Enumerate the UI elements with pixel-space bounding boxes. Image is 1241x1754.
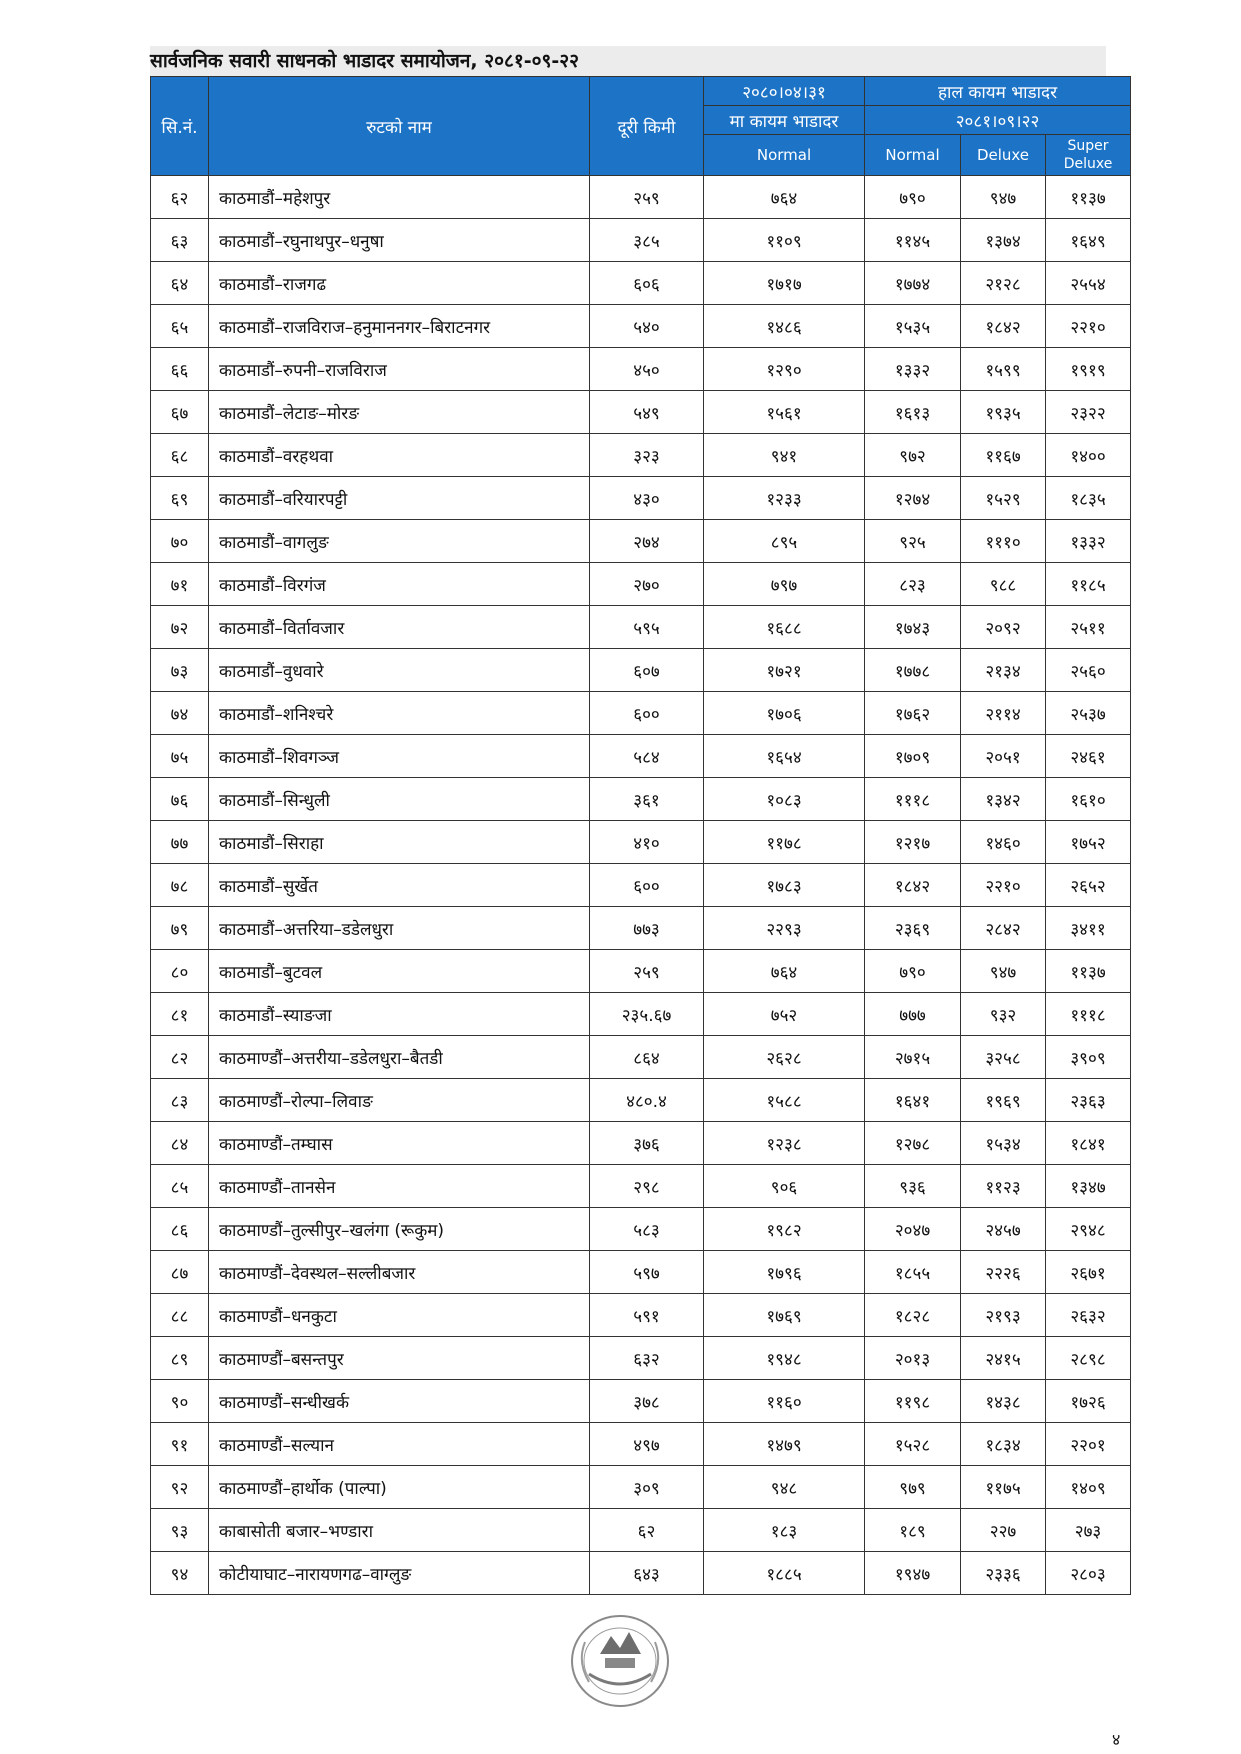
- row-super-deluxe-rate: ११८५: [1046, 563, 1131, 606]
- row-sn: ६६: [151, 348, 209, 391]
- row-normal-rate: ११९८: [865, 1380, 961, 1423]
- row-old-normal-rate: १७६९: [704, 1294, 865, 1337]
- row-distance: ३७८: [590, 1380, 704, 1423]
- row-super-deluxe-rate: १४००: [1046, 434, 1131, 477]
- row-deluxe-rate: २४१५: [961, 1337, 1046, 1380]
- row-distance: २५९: [590, 176, 704, 219]
- row-super-deluxe-rate: २३२२: [1046, 391, 1131, 434]
- row-normal-rate: १२१७: [865, 821, 961, 864]
- row-sn: ८५: [151, 1165, 209, 1208]
- header-super-deluxe: Super Deluxe: [1046, 135, 1131, 176]
- row-old-normal-rate: १८८५: [704, 1552, 865, 1595]
- table-row: [151, 778, 1131, 821]
- table-row: [151, 1165, 1131, 1208]
- row-super-deluxe-rate: २८९८: [1046, 1337, 1131, 1380]
- row-deluxe-rate: ११२३: [961, 1165, 1046, 1208]
- table-row: [151, 1423, 1131, 1466]
- header-route: रुटको नाम: [209, 77, 590, 176]
- row-distance: ५९५: [590, 606, 704, 649]
- row-normal-rate: २०४७: [865, 1208, 961, 1251]
- row-deluxe-rate: ३२५८: [961, 1036, 1046, 1079]
- table-row: [151, 1552, 1131, 1595]
- row-sn: ८१: [151, 993, 209, 1036]
- row-route: काठमाडौं–महेशपुर: [209, 176, 590, 219]
- row-old-normal-rate: १२३३: [704, 477, 865, 520]
- row-old-normal-rate: ८९५: [704, 520, 865, 563]
- row-super-deluxe-rate: १६४९: [1046, 219, 1131, 262]
- row-normal-rate: ९३६: [865, 1165, 961, 1208]
- row-deluxe-rate: २२१०: [961, 864, 1046, 907]
- row-old-normal-rate: १७९६: [704, 1251, 865, 1294]
- row-normal-rate: १८९: [865, 1509, 961, 1552]
- table-row: [151, 1251, 1131, 1294]
- page-number: ४: [1112, 1730, 1121, 1749]
- row-route: काठमाडौं–रघुनाथपुर–धनुषा: [209, 219, 590, 262]
- row-sn: ७४: [151, 692, 209, 735]
- row-old-normal-rate: १९४८: [704, 1337, 865, 1380]
- row-normal-rate: ११४५: [865, 219, 961, 262]
- row-distance: ३२३: [590, 434, 704, 477]
- row-route: काठमाडौं–स्याङजा: [209, 993, 590, 1036]
- row-sn: ६५: [151, 305, 209, 348]
- table-row: [151, 907, 1131, 950]
- row-normal-rate: १२७४: [865, 477, 961, 520]
- row-distance: ४८०.४: [590, 1079, 704, 1122]
- table-row: [151, 391, 1131, 434]
- row-route: काठमाडौं–वागलुङ: [209, 520, 590, 563]
- header-deluxe: Deluxe: [961, 135, 1046, 176]
- row-distance: ३७६: [590, 1122, 704, 1165]
- row-normal-rate: ७९०: [865, 176, 961, 219]
- row-normal-rate: ८२३: [865, 563, 961, 606]
- row-deluxe-rate: १९६९: [961, 1079, 1046, 1122]
- row-deluxe-rate: २०९२: [961, 606, 1046, 649]
- row-distance: २७०: [590, 563, 704, 606]
- row-deluxe-rate: १४३८: [961, 1380, 1046, 1423]
- row-route: काठमाडौं–अत्तरिया–डडेलधुरा: [209, 907, 590, 950]
- row-super-deluxe-rate: २४६१: [1046, 735, 1131, 778]
- fare-table: [150, 76, 1131, 1595]
- header-sn: सि.नं.: [151, 77, 209, 176]
- row-old-normal-rate: ११०९: [704, 219, 865, 262]
- row-distance: ३६१: [590, 778, 704, 821]
- row-normal-rate: १८४२: [865, 864, 961, 907]
- row-route: काठमाडौं–राजविराज–हनुमाननगर–बिराटनगर: [209, 305, 590, 348]
- row-route: काठमाडौं–सुर्खेत: [209, 864, 590, 907]
- row-old-normal-rate: १७०६: [704, 692, 865, 735]
- row-sn: ६४: [151, 262, 209, 305]
- table-row: [151, 1122, 1131, 1165]
- row-sn: ८३: [151, 1079, 209, 1122]
- table-row: [151, 821, 1131, 864]
- row-distance: ६०७: [590, 649, 704, 692]
- row-sn: ८०: [151, 950, 209, 993]
- row-sn: ७७: [151, 821, 209, 864]
- row-super-deluxe-rate: ३४११: [1046, 907, 1131, 950]
- row-deluxe-rate: ९३२: [961, 993, 1046, 1036]
- row-deluxe-rate: २०५१: [961, 735, 1046, 778]
- row-super-deluxe-rate: २६३२: [1046, 1294, 1131, 1337]
- row-super-deluxe-rate: १३४७: [1046, 1165, 1131, 1208]
- row-old-normal-rate: १५६१: [704, 391, 865, 434]
- row-super-deluxe-rate: १४०९: [1046, 1466, 1131, 1509]
- row-normal-rate: १९४७: [865, 1552, 961, 1595]
- row-normal-rate: १७६२: [865, 692, 961, 735]
- row-old-normal-rate: ११७८: [704, 821, 865, 864]
- row-deluxe-rate: २२२६: [961, 1251, 1046, 1294]
- row-distance: २३५.६७: [590, 993, 704, 1036]
- row-distance: ६०६: [590, 262, 704, 305]
- row-super-deluxe-rate: २७३: [1046, 1509, 1131, 1552]
- row-distance: ५४०: [590, 305, 704, 348]
- table-row: [151, 950, 1131, 993]
- row-sn: ६९: [151, 477, 209, 520]
- row-sn: ६२: [151, 176, 209, 219]
- row-sn: ८९: [151, 1337, 209, 1380]
- row-old-normal-rate: १९८२: [704, 1208, 865, 1251]
- row-deluxe-rate: १८३४: [961, 1423, 1046, 1466]
- row-old-normal-rate: १०८३: [704, 778, 865, 821]
- row-old-normal-rate: १८३: [704, 1509, 865, 1552]
- row-old-normal-rate: १४७९: [704, 1423, 865, 1466]
- row-old-normal-rate: ११६०: [704, 1380, 865, 1423]
- row-route: काठमाडौं–रुपनी–राजविराज: [209, 348, 590, 391]
- row-old-normal-rate: १२९०: [704, 348, 865, 391]
- row-super-deluxe-rate: २६५२: [1046, 864, 1131, 907]
- table-row: [151, 305, 1131, 348]
- row-old-normal-rate: १५८८: [704, 1079, 865, 1122]
- row-route: काठमाण्डौं–सन्धीखर्क: [209, 1380, 590, 1423]
- header-old-rate-date: २०८०।०४।३१: [704, 77, 865, 106]
- row-route: कोटीयाघाट–नारायणगढ–वाग्लुङ: [209, 1552, 590, 1595]
- row-super-deluxe-rate: २५३७: [1046, 692, 1131, 735]
- row-super-deluxe-rate: १७५२: [1046, 821, 1131, 864]
- table-row: [151, 477, 1131, 520]
- table-row: [151, 262, 1131, 305]
- row-deluxe-rate: ९४७: [961, 950, 1046, 993]
- row-sn: ९०: [151, 1380, 209, 1423]
- table-row: [151, 606, 1131, 649]
- row-super-deluxe-rate: २५५४: [1046, 262, 1131, 305]
- table-row: [151, 1036, 1131, 1079]
- row-distance: ६००: [590, 864, 704, 907]
- row-normal-rate: १५२८: [865, 1423, 961, 1466]
- table-row: [151, 864, 1131, 907]
- row-deluxe-rate: १५२९: [961, 477, 1046, 520]
- row-distance: ४५०: [590, 348, 704, 391]
- row-distance: ७७३: [590, 907, 704, 950]
- row-route: काठमाण्डौं–तुल्सीपुर–खलंगा (रूकुम): [209, 1208, 590, 1251]
- header-current-rate-date: २०८१।०९।२२: [865, 106, 1131, 135]
- table-row: [151, 1208, 1131, 1251]
- row-normal-rate: १६१३: [865, 391, 961, 434]
- row-route: काठमाडौं–वुधवारे: [209, 649, 590, 692]
- table-row: [151, 348, 1131, 391]
- row-distance: ६२: [590, 1509, 704, 1552]
- header-row-1: [151, 77, 1131, 106]
- row-sn: ७०: [151, 520, 209, 563]
- row-deluxe-rate: २११४: [961, 692, 1046, 735]
- row-sn: ७८: [151, 864, 209, 907]
- row-sn: ७२: [151, 606, 209, 649]
- row-route: काठमाण्डौं–धनकुटा: [209, 1294, 590, 1337]
- row-old-normal-rate: १२३८: [704, 1122, 865, 1165]
- row-normal-rate: १३३२: [865, 348, 961, 391]
- row-distance: ५८३: [590, 1208, 704, 1251]
- row-route: काठमाण्डौं–सल्यान: [209, 1423, 590, 1466]
- row-old-normal-rate: २२९३: [704, 907, 865, 950]
- row-super-deluxe-rate: २५६०: [1046, 649, 1131, 692]
- row-super-deluxe-rate: २५११: [1046, 606, 1131, 649]
- row-sn: ८८: [151, 1294, 209, 1337]
- row-sn: ८६: [151, 1208, 209, 1251]
- row-sn: ९४: [151, 1552, 209, 1595]
- row-distance: ४९७: [590, 1423, 704, 1466]
- row-super-deluxe-rate: २२०१: [1046, 1423, 1131, 1466]
- table-row: [151, 1466, 1131, 1509]
- row-distance: ५८४: [590, 735, 704, 778]
- table-row: [151, 219, 1131, 262]
- table-row: [151, 1509, 1131, 1552]
- row-distance: ५४९: [590, 391, 704, 434]
- row-distance: ४३०: [590, 477, 704, 520]
- row-deluxe-rate: १११०: [961, 520, 1046, 563]
- row-sn: ९२: [151, 1466, 209, 1509]
- row-normal-rate: ९७२: [865, 434, 961, 477]
- table-row: [151, 563, 1131, 606]
- row-sn: ८४: [151, 1122, 209, 1165]
- row-deluxe-rate: १५३४: [961, 1122, 1046, 1165]
- row-normal-rate: १११८: [865, 778, 961, 821]
- row-distance: ५९१: [590, 1294, 704, 1337]
- header-normal: Normal: [865, 135, 961, 176]
- row-deluxe-rate: ११६७: [961, 434, 1046, 477]
- row-normal-rate: ७९०: [865, 950, 961, 993]
- row-distance: ३८५: [590, 219, 704, 262]
- row-old-normal-rate: १७१७: [704, 262, 865, 305]
- row-route: काठमाण्डौं–बसन्तपुर: [209, 1337, 590, 1380]
- row-route: काठमाडौं–शिवगञ्ज: [209, 735, 590, 778]
- row-old-normal-rate: ९४८: [704, 1466, 865, 1509]
- row-route: काठमाडौं–विरगंज: [209, 563, 590, 606]
- fare-table-body: [151, 176, 1131, 1595]
- document-title: सार्वजनिक सवारी साधनको भाडादर समायोजन, २०८१-०९-२२: [150, 50, 580, 72]
- row-deluxe-rate: ११७५: [961, 1466, 1046, 1509]
- row-route: काठमाडौं–लेटाङ–मोरङ: [209, 391, 590, 434]
- row-route: काठमाण्डौं–हार्थोक (पाल्पा): [209, 1466, 590, 1509]
- row-distance: ६३२: [590, 1337, 704, 1380]
- row-route: काठमाण्डौं–देवस्थल–सल्लीबजार: [209, 1251, 590, 1294]
- row-old-normal-rate: १७८३: [704, 864, 865, 907]
- row-old-normal-rate: ७६४: [704, 950, 865, 993]
- row-old-normal-rate: ७६४: [704, 176, 865, 219]
- row-normal-rate: १२७८: [865, 1122, 961, 1165]
- row-route: काठमाण्डौं–रोल्पा–लिवाङ: [209, 1079, 590, 1122]
- row-normal-rate: १७४३: [865, 606, 961, 649]
- row-super-deluxe-rate: १९१९: [1046, 348, 1131, 391]
- row-route: काठमाडौं–शनिश्चरे: [209, 692, 590, 735]
- row-sn: ६८: [151, 434, 209, 477]
- row-super-deluxe-rate: १३३२: [1046, 520, 1131, 563]
- row-old-normal-rate: २६२८: [704, 1036, 865, 1079]
- row-normal-rate: १५३५: [865, 305, 961, 348]
- row-deluxe-rate: २१२८: [961, 262, 1046, 305]
- row-super-deluxe-rate: २९४८: [1046, 1208, 1131, 1251]
- row-deluxe-rate: २३३६: [961, 1552, 1046, 1595]
- row-old-normal-rate: ७९७: [704, 563, 865, 606]
- row-distance: ३०९: [590, 1466, 704, 1509]
- government-seal-icon: [567, 1612, 673, 1710]
- row-route: काबासोती बजार–भण्डारा: [209, 1509, 590, 1552]
- row-distance: २५९: [590, 950, 704, 993]
- row-deluxe-rate: २८४२: [961, 907, 1046, 950]
- table-row: [151, 993, 1131, 1036]
- row-sn: ७६: [151, 778, 209, 821]
- row-super-deluxe-rate: १७२६: [1046, 1380, 1131, 1423]
- header-distance: दूरी किमी: [590, 77, 704, 176]
- row-deluxe-rate: १५९९: [961, 348, 1046, 391]
- row-old-normal-rate: १७२१: [704, 649, 865, 692]
- row-super-deluxe-rate: २२१०: [1046, 305, 1131, 348]
- row-super-deluxe-rate: १८३५: [1046, 477, 1131, 520]
- row-route: काठमाण्डौं–अत्तरीया–डडेलधुरा–बैतडी: [209, 1036, 590, 1079]
- row-normal-rate: १६४१: [865, 1079, 961, 1122]
- row-route: काठमाडौं–वरियारपट्टी: [209, 477, 590, 520]
- table-row: [151, 434, 1131, 477]
- row-distance: ६००: [590, 692, 704, 735]
- row-normal-rate: २३६९: [865, 907, 961, 950]
- row-distance: २९८: [590, 1165, 704, 1208]
- row-deluxe-rate: ९४७: [961, 176, 1046, 219]
- row-normal-rate: २७१५: [865, 1036, 961, 1079]
- table-row: [151, 1079, 1131, 1122]
- row-distance: २७४: [590, 520, 704, 563]
- row-normal-rate: १७०९: [865, 735, 961, 778]
- row-old-normal-rate: ९०६: [704, 1165, 865, 1208]
- row-super-deluxe-rate: ३९०९: [1046, 1036, 1131, 1079]
- row-normal-rate: २०१३: [865, 1337, 961, 1380]
- row-super-deluxe-rate: ११३७: [1046, 950, 1131, 993]
- table-row: [151, 735, 1131, 778]
- row-deluxe-rate: २२७: [961, 1509, 1046, 1552]
- table-row: [151, 520, 1131, 563]
- row-deluxe-rate: २१३४: [961, 649, 1046, 692]
- row-route: काठमाडौं–राजगढ: [209, 262, 590, 305]
- row-old-normal-rate: ७५२: [704, 993, 865, 1036]
- row-sn: ७१: [151, 563, 209, 606]
- row-normal-rate: ९७९: [865, 1466, 961, 1509]
- row-normal-rate: १८२८: [865, 1294, 961, 1337]
- row-deluxe-rate: १९३५: [961, 391, 1046, 434]
- row-old-normal-rate: १६८८: [704, 606, 865, 649]
- table-row: [151, 1380, 1131, 1423]
- row-distance: ४१०: [590, 821, 704, 864]
- row-sn: ६७: [151, 391, 209, 434]
- row-old-normal-rate: १४८६: [704, 305, 865, 348]
- row-sn: ७५: [151, 735, 209, 778]
- row-normal-rate: ७७७: [865, 993, 961, 1036]
- table-row: [151, 692, 1131, 735]
- row-route: काठमाडौं–सिराहा: [209, 821, 590, 864]
- header-normal-old: Normal: [704, 135, 865, 176]
- row-route: काठमाडौं–विर्तावजार: [209, 606, 590, 649]
- row-deluxe-rate: १८४२: [961, 305, 1046, 348]
- row-sn: ६३: [151, 219, 209, 262]
- table-row: [151, 649, 1131, 692]
- row-super-deluxe-rate: ११३७: [1046, 176, 1131, 219]
- row-distance: ६४३: [590, 1552, 704, 1595]
- row-super-deluxe-rate: २६७१: [1046, 1251, 1131, 1294]
- row-sn: ८२: [151, 1036, 209, 1079]
- header-old-rate-label: मा कायम भाडादर: [704, 106, 865, 135]
- row-old-normal-rate: ९४१: [704, 434, 865, 477]
- row-super-deluxe-rate: १६१०: [1046, 778, 1131, 821]
- row-deluxe-rate: १४६०: [961, 821, 1046, 864]
- row-normal-rate: ९२५: [865, 520, 961, 563]
- row-normal-rate: १७७८: [865, 649, 961, 692]
- row-route: काठमाडौं–वरहथवा: [209, 434, 590, 477]
- table-row: [151, 1294, 1131, 1337]
- row-super-deluxe-rate: २३६३: [1046, 1079, 1131, 1122]
- row-sn: ७३: [151, 649, 209, 692]
- row-deluxe-rate: १३७४: [961, 219, 1046, 262]
- row-sn: ८७: [151, 1251, 209, 1294]
- row-super-deluxe-rate: १११८: [1046, 993, 1131, 1036]
- row-route: काठमाण्डौं–तम्घास: [209, 1122, 590, 1165]
- table-row: [151, 1337, 1131, 1380]
- row-sn: ७९: [151, 907, 209, 950]
- row-route: काठमाडौं–बुटवल: [209, 950, 590, 993]
- row-old-normal-rate: १६५४: [704, 735, 865, 778]
- row-deluxe-rate: १३४२: [961, 778, 1046, 821]
- row-route: काठमाडौं–सिन्धुली: [209, 778, 590, 821]
- row-normal-rate: १८५५: [865, 1251, 961, 1294]
- row-sn: ९१: [151, 1423, 209, 1466]
- row-deluxe-rate: ९८८: [961, 563, 1046, 606]
- table-row: [151, 176, 1131, 219]
- header-current-rate-title: हाल कायम भाडादर: [865, 77, 1131, 106]
- row-normal-rate: १७७४: [865, 262, 961, 305]
- row-super-deluxe-rate: २८०३: [1046, 1552, 1131, 1595]
- row-distance: ५९७: [590, 1251, 704, 1294]
- row-deluxe-rate: २४५७: [961, 1208, 1046, 1251]
- row-distance: ८६४: [590, 1036, 704, 1079]
- row-super-deluxe-rate: १८४१: [1046, 1122, 1131, 1165]
- row-deluxe-rate: २१९३: [961, 1294, 1046, 1337]
- row-route: काठमाण्डौं–तानसेन: [209, 1165, 590, 1208]
- row-sn: ९३: [151, 1509, 209, 1552]
